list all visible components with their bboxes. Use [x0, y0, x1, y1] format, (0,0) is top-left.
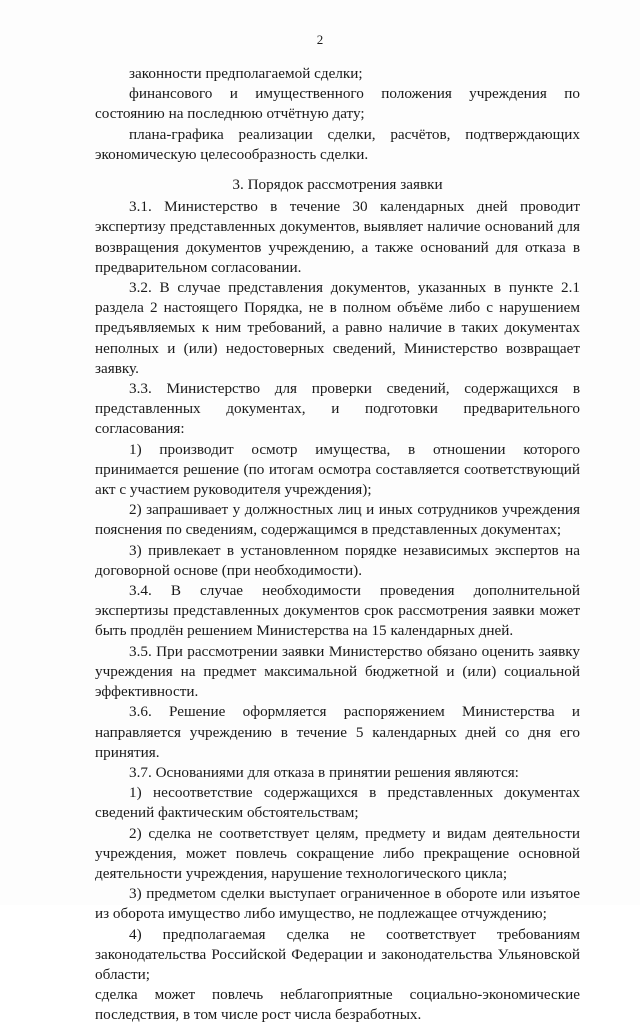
paragraph-3-6: 3.6. Решение оформляется распоряжением Министерства и направляется учреждению в течение 5 календарных дней со дня его принятия. — [95, 703, 580, 761]
paragraph-schedule: плана-графика реализации сделки, расчётов, подтверждающих экономическую целесообразность сделки. — [95, 125, 580, 163]
paragraph-3-7-item-4: 4) предполагаемая сделка не соответствует требованиям законодательства Российской Федерации и законодательства Ульяновской области; — [95, 925, 580, 983]
paragraph-3-7-item-3: 3) предметом сделки выступает ограниченное в обороте или изъятое из оборота имущество либо имущество, не подлежащее отчуждению; — [95, 885, 580, 923]
page-number: 2 — [316, 32, 324, 47]
document-body — [95, 64, 580, 1026]
paragraph-3-3-item-2: 2) запрашивает у должностных лиц и иных сотрудников учреждения пояснения по сведениям, содержащимся в представленных документах; — [95, 501, 580, 539]
paragraph-legality: законности предполагаемой сделки; — [129, 65, 363, 82]
paragraph-financial-position: финансового и имущественного положения учреждения по состоянию на последнюю отчётную дату; — [95, 85, 580, 123]
paragraph-3-7-item-2: 2) сделка не соответствует целям, предмету и видам деятельности учреждения, может повлечь сокращение либо прекращение основной деятельности учреждения, нарушение технологического цикла; — [95, 824, 580, 882]
paragraph-3-5: 3.5. При рассмотрении заявки Министерство обязано оценить заявку учреждения на предмет максимальной бюджетной и (или) социальной эффективности. — [95, 642, 580, 701]
paragraph-3-3: 3.3. Министерство для проверки сведений, содержащихся в представленных документах, и подготовки предварительного согласования: — [95, 380, 580, 438]
paragraph-3-3-item-3: 3) привлекает в установленном порядке независимых экспертов на договорной основе (при необходимости). — [95, 541, 580, 579]
paragraph-3-7: 3.7. Основаниями для отказа в принятии решения являются: — [129, 763, 519, 781]
paragraph-3-3-item-1: 1) производит осмотр имущества, в отношении которого принимается решение (по итогам осмотра составляется соответствующий акт с участием руководителя учреждения); — [95, 440, 580, 499]
paragraph-3-7-item-1: 1) несоответствие содержащихся в представленных документах сведений фактическим обстоятельствам; — [95, 784, 580, 822]
paragraph-3-4: 3.4. В случае необходимости проведения дополнительной экспертизы представленных документов срок рассмотрения заявки может быть продлён решением Министерства на 15 календарных дней. — [95, 582, 580, 640]
paragraph-3-2: 3.2. В случае представления документов, указанных в пункте 2.1 раздела 2 настоящего Порядка, не в полном объёме либо с нарушением предъявляемых к ним требований, а равно наличие в таких документах неполных и (или) недостоверных сведений, Министерство возвращает заявку. — [95, 279, 580, 377]
section-heading: 3. Порядок рассмотрения заявки — [232, 176, 443, 194]
paragraph-3-7-item-5: сделка может повлечь неблагоприятные социально-экономические последствия, в том числе рост числа безработных. — [95, 986, 580, 1024]
paragraph-3-1: 3.1. Министерство в течение 30 календарных дней проводит экспертизу представленных документов, выявляет наличие оснований для возвращения документов учреждению, а также оснований для отказа в предварительном согласовании. — [95, 198, 580, 276]
